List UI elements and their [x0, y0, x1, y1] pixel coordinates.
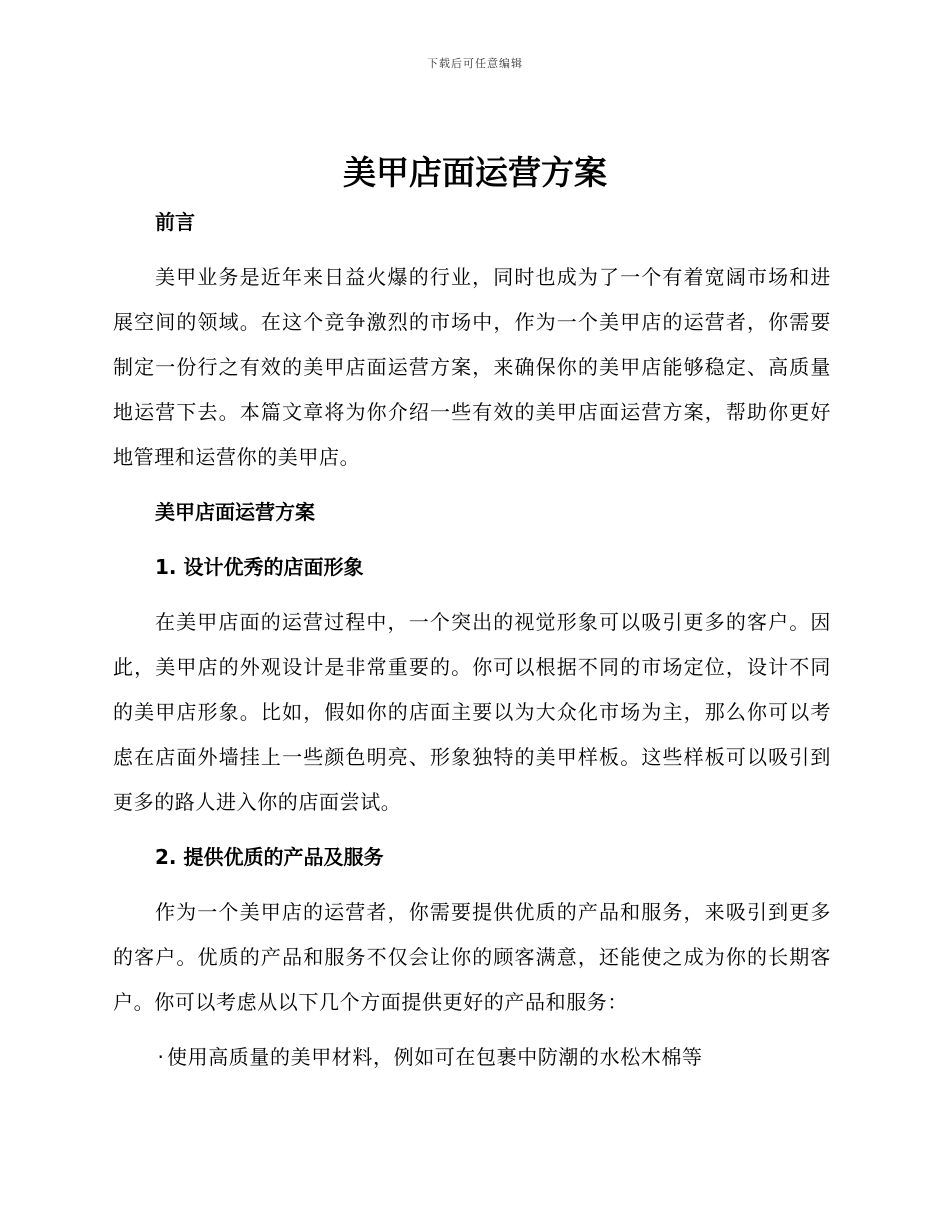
- preface-heading: 前言: [155, 210, 195, 234]
- preface-paragraph: 美甲业务是近年来日益火爆的行业，同时也成为了一个有着宽阔市场和进展空间的领域。在这个竞争激烈的市场中，作为一个美甲店的运营者，你需要制定一份行之有效的美甲店面运营方案，来确保你的美甲店能够稳定、高质量地运营下去。本篇文章将为你介绍一些有效的美甲店面运营方案，帮助你更好地管理和运营你的美甲店。: [113, 265, 831, 469]
- document-body: [113, 200, 831, 1080]
- plan-heading: 美甲店面运营方案: [155, 500, 315, 524]
- section-2-heading: 2. 提供优质的产品及服务: [155, 845, 384, 869]
- bullet-item: [113, 1035, 831, 1080]
- bullet-dot-icon: ·: [157, 1045, 165, 1069]
- section-1-heading: 1. 设计优秀的店面形象: [155, 555, 364, 579]
- bullet-item-text: 使用高质量的美甲材料，例如可在包裹中防潮的水松木棉等: [167, 1045, 703, 1069]
- section-2-paragraph: 作为一个美甲店的运营者，你需要提供优质的产品和服务，来吸引到更多的客户。优质的产品和服务不仅会让你的顾客满意，还能使之成为你的长期客户。你可以考虑从以下几个方面提供更好的产品和服务：: [113, 900, 831, 1014]
- page-header-note: 下载后可任意编辑: [427, 57, 523, 70]
- document-title: 美甲店面运营方案: [343, 153, 607, 192]
- section-1-paragraph: 在美甲店面的运营过程中，一个突出的视觉形象可以吸引更多的客户。因此，美甲店的外观设计是非常重要的。你可以根据不同的市场定位，设计不同的美甲店形象。比如，假如你的店面主要以为大众化市场为主，那么你可以考虑在店面外墙挂上一些颜色明亮、形象独特的美甲样板。这些样板可以吸引到更多的路人进入你的店面尝试。: [113, 610, 831, 814]
